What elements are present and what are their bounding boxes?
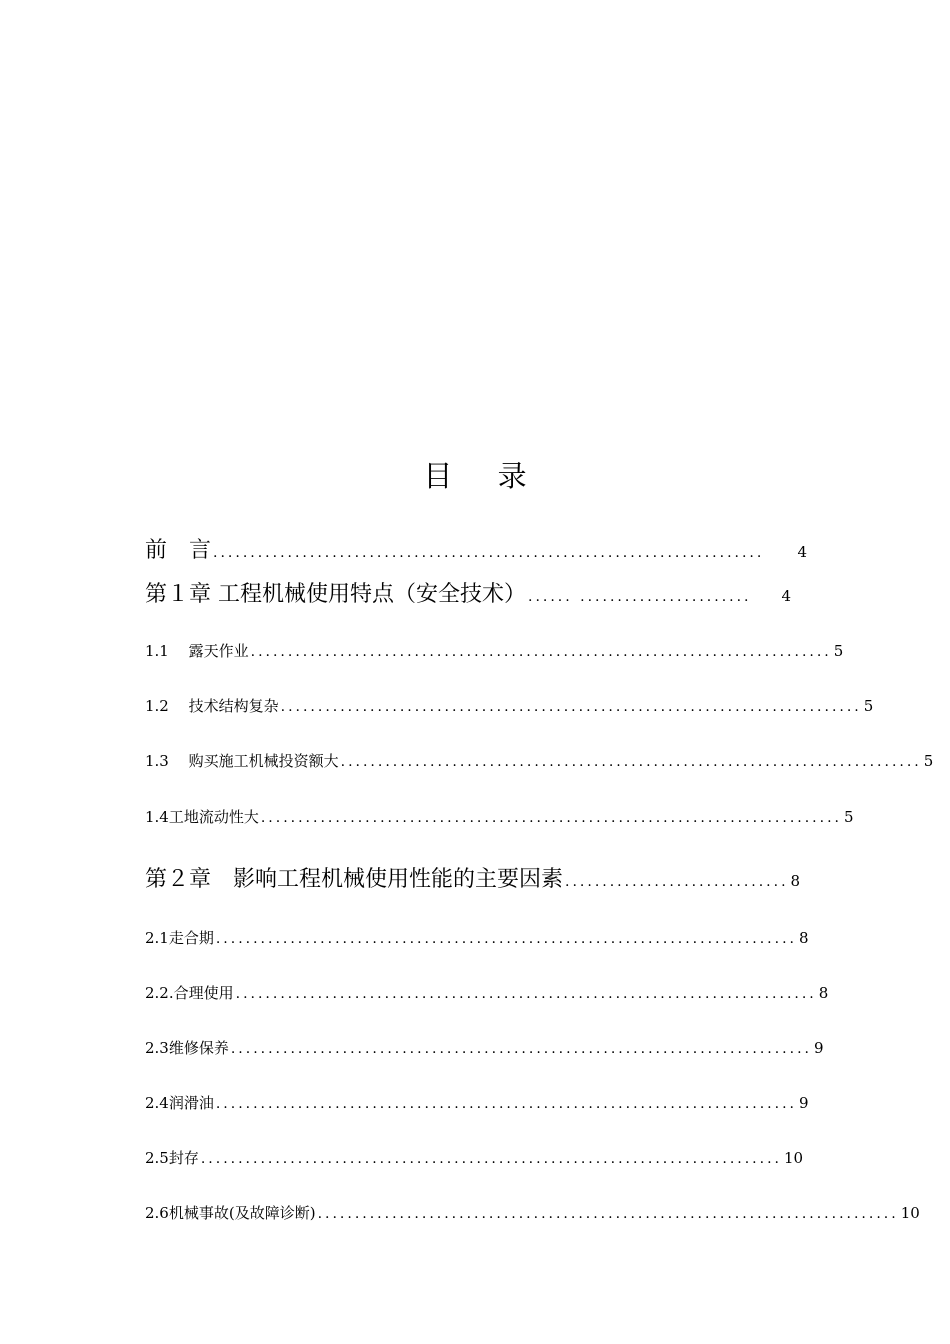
toc-entry-chapter-2[interactable]	[145, 862, 801, 893]
toc-leader-dots: ..............................................................................	[200, 1151, 782, 1167]
toc-entry-page: 9	[813, 1039, 824, 1057]
toc-entry-preface[interactable]	[145, 533, 807, 564]
toc-leader-dots: ..............................................................................	[317, 1206, 899, 1222]
toc-entry-page: 8	[790, 872, 801, 890]
toc-leader-dots: ..............................................................................	[340, 754, 922, 770]
toc-leader-dots: ..........................................................................	[213, 545, 765, 561]
toc-entry-2-6[interactable]	[145, 1202, 920, 1223]
toc-leader-dots: ...... .......................	[528, 589, 752, 605]
toc-entry-chapter-1[interactable]	[145, 577, 791, 608]
toc-title: 目 录	[423, 459, 545, 493]
toc-leader-dots: ..............................................................................	[280, 699, 862, 715]
toc-entry-2-2[interactable]	[145, 982, 829, 1003]
toc-leader-dots: ..............................................................................	[215, 931, 797, 947]
toc-entry-2-4[interactable]	[145, 1092, 809, 1113]
toc-entry-1-2[interactable]	[145, 695, 874, 716]
toc-entry-1-4[interactable]	[145, 806, 854, 827]
toc-entry-label: 2.5封存	[145, 1149, 199, 1167]
toc-entry-label: 1.4工地流动性大	[145, 808, 259, 826]
toc-entry-1-3[interactable]	[145, 750, 934, 771]
toc-entry-2-1[interactable]	[145, 927, 809, 948]
toc-leader-dots: ..............................	[565, 874, 789, 890]
toc-entry-label: 2.4润滑油	[145, 1094, 214, 1112]
toc-entry-page: 5	[863, 697, 874, 715]
toc-entry-page: 10	[900, 1204, 920, 1222]
toc-entry-label: 2.2.合理使用	[145, 984, 234, 1002]
toc-entry-label: 2.3维修保养	[145, 1039, 229, 1057]
toc-entry-page: 5	[843, 808, 854, 826]
toc-entry-label: 2.1走合期	[145, 929, 214, 947]
toc-entry-label: 前 言	[145, 538, 212, 563]
toc-entry-page: 8	[798, 929, 809, 947]
toc-entry-2-5[interactable]	[145, 1147, 804, 1168]
toc-entry-page: 5	[833, 642, 844, 660]
toc-leader-dots: ..............................................................................	[250, 644, 832, 660]
toc-leader-dots: ..............................................................................	[215, 1096, 797, 1112]
toc-entry-page: 5	[923, 752, 934, 770]
toc-entry-page: 4	[781, 587, 791, 605]
toc-entry-label: 1.3 购买施工机械投资额大	[145, 752, 339, 770]
toc-entry-page: 8	[818, 984, 829, 1002]
toc-entry-1-1[interactable]	[145, 640, 844, 661]
toc-leader-dots: ..............................................................................	[235, 986, 817, 1002]
toc-entry-label: 2.6机械事故(及故障诊断)	[145, 1204, 316, 1222]
toc-entry-label: 第１章 工程机械使用特点（安全技术）	[145, 582, 526, 607]
toc-entry-label: 第２章 影响工程机械使用性能的主要因素	[145, 867, 564, 892]
toc-entry-page: 9	[798, 1094, 809, 1112]
toc-entry-page: 4	[797, 543, 807, 561]
toc-entry-page: 10	[783, 1149, 804, 1167]
toc-entry-2-3[interactable]	[145, 1037, 824, 1058]
toc-leader-dots: ..............................................................................	[260, 810, 842, 826]
toc-entry-label: 1.2 技术结构复杂	[145, 697, 279, 715]
toc-leader-dots: ..............................................................................	[230, 1041, 812, 1057]
toc-entry-label: 1.1 露天作业	[145, 642, 249, 660]
